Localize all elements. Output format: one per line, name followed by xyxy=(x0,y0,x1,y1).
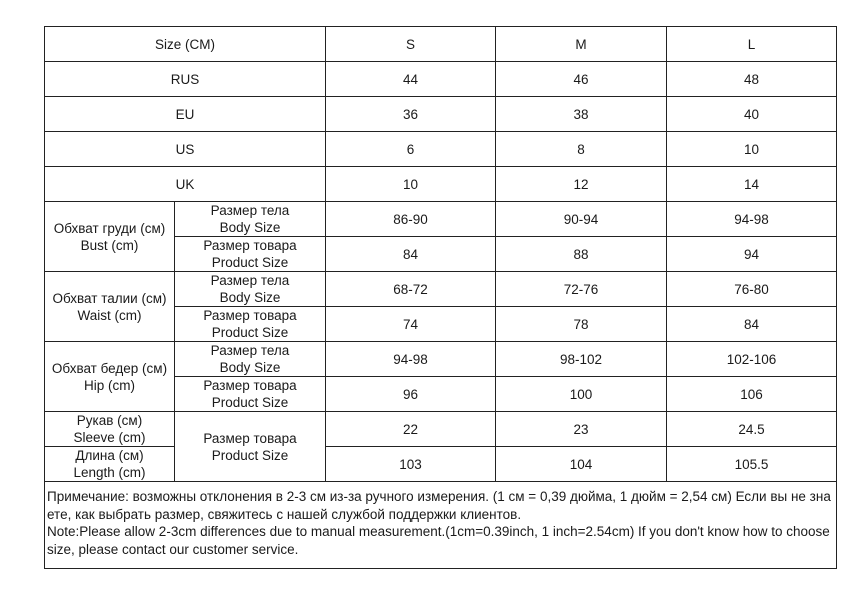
table-cell: 6 xyxy=(326,132,496,167)
table-cell: 88 xyxy=(496,237,667,272)
sleeve-row xyxy=(45,412,837,447)
table-cell: 44 xyxy=(326,62,496,97)
table-cell: 40 xyxy=(667,97,837,132)
table-cell: 23 xyxy=(496,412,667,447)
table-cell: 94 xyxy=(667,237,837,272)
table-cell: 22 xyxy=(326,412,496,447)
table-cell: 10 xyxy=(667,132,837,167)
table-cell: 10 xyxy=(326,167,496,202)
standard-label: EU xyxy=(45,97,326,132)
size-s-header: S xyxy=(326,27,496,62)
product-size-label xyxy=(175,307,326,342)
table-cell: 90-94 xyxy=(496,202,667,237)
label-ru: Обхват талии (см) xyxy=(52,290,167,306)
label-ru: Размер товара xyxy=(203,378,297,393)
label-en: Waist (cm) xyxy=(77,307,142,323)
label-en: Length (cm) xyxy=(73,465,146,480)
label-ru: Длина (см) xyxy=(75,448,144,463)
table-cell: 94-98 xyxy=(326,342,496,377)
table-cell: 105.5 xyxy=(667,447,837,482)
label-en: Bust (cm) xyxy=(80,237,139,253)
body-size-label xyxy=(175,202,326,237)
hip-body-row xyxy=(45,342,837,377)
label-ru: Размер тела xyxy=(210,273,290,288)
label-en: Body Size xyxy=(219,220,281,235)
note-en: Note:Please allow 2-3cm differences due to manual measurement.(1cm=0.39inch, 1 inch=2.54cm) If you don't know how to choose size, please contact our customer service. xyxy=(47,524,830,557)
table-cell: 14 xyxy=(667,167,837,202)
table-cell: 36 xyxy=(326,97,496,132)
table-cell: 86-90 xyxy=(326,202,496,237)
table-cell: 46 xyxy=(496,62,667,97)
length-row xyxy=(45,447,837,482)
table-cell: 98-102 xyxy=(496,342,667,377)
label-ru: Рукав (см) xyxy=(76,413,143,428)
table-cell: 96 xyxy=(326,377,496,412)
header-label: Size (CM) xyxy=(45,27,326,62)
table-cell: 68-72 xyxy=(326,272,496,307)
product-size-label xyxy=(175,237,326,272)
standard-row-us xyxy=(45,132,837,167)
label-en: Product Size xyxy=(211,447,289,463)
note-cell xyxy=(45,482,837,569)
header-row xyxy=(45,27,837,62)
table-cell: 8 xyxy=(496,132,667,167)
body-size-label xyxy=(175,272,326,307)
label-en: Hip (cm) xyxy=(84,377,135,393)
waist-body-row xyxy=(45,272,837,307)
standard-label: UK xyxy=(45,167,326,202)
note-row xyxy=(45,482,837,569)
label-en: Body Size xyxy=(219,290,281,305)
table-cell: 84 xyxy=(326,237,496,272)
table-cell: 12 xyxy=(496,167,667,202)
table-cell: 103 xyxy=(326,447,496,482)
label-ru: Размер тела xyxy=(210,343,290,358)
label-ru: Размер товара xyxy=(203,238,297,253)
bust-body-row xyxy=(45,202,837,237)
table-cell: 100 xyxy=(496,377,667,412)
label-en: Product Size xyxy=(211,325,289,340)
measurement-label-hip xyxy=(45,342,175,412)
measurement-label-sleeve xyxy=(45,412,175,447)
size-l-header: L xyxy=(667,27,837,62)
table-cell: 78 xyxy=(496,307,667,342)
size-m-header: M xyxy=(496,27,667,62)
standard-label: US xyxy=(45,132,326,167)
table-cell: 38 xyxy=(496,97,667,132)
body-size-label xyxy=(175,342,326,377)
measurement-label-waist xyxy=(45,272,175,342)
measurement-label-length xyxy=(45,447,175,482)
table-cell: 84 xyxy=(667,307,837,342)
standard-row-uk xyxy=(45,167,837,202)
note-ru: Примечание: возможны отклонения в 2-3 см из-за ручного измерения. (1 см = 0,39 дюйма, 1 дюйм = 2,54 см) Если вы не знаете, как выбрать размер, свяжитесь с нашей службой поддержки клиентов. xyxy=(47,489,831,522)
table-cell: 24.5 xyxy=(667,412,837,447)
table-cell: 48 xyxy=(667,62,837,97)
product-size-label xyxy=(175,377,326,412)
table-cell: 76-80 xyxy=(667,272,837,307)
standard-row-eu xyxy=(45,97,837,132)
table-cell: 102-106 xyxy=(667,342,837,377)
standard-row-rus xyxy=(45,62,837,97)
measurement-label-bust xyxy=(45,202,175,272)
label-en: Sleeve (cm) xyxy=(73,430,146,445)
size-chart-table xyxy=(44,26,837,569)
label-en: Product Size xyxy=(211,395,289,410)
product-size-label xyxy=(175,412,326,482)
table-cell: 72-76 xyxy=(496,272,667,307)
label-ru: Размер тела xyxy=(210,203,290,218)
table-cell: 106 xyxy=(667,377,837,412)
label-ru: Размер товара xyxy=(203,430,297,446)
label-ru: Обхват бедер (см) xyxy=(51,360,168,376)
table-cell: 94-98 xyxy=(667,202,837,237)
table-cell: 74 xyxy=(326,307,496,342)
label-en: Body Size xyxy=(219,360,281,375)
standard-label: RUS xyxy=(45,62,326,97)
label-en: Product Size xyxy=(211,255,289,270)
label-ru: Размер товара xyxy=(203,308,297,323)
label-ru: Обхват груди (см) xyxy=(53,220,166,236)
table-cell: 104 xyxy=(496,447,667,482)
